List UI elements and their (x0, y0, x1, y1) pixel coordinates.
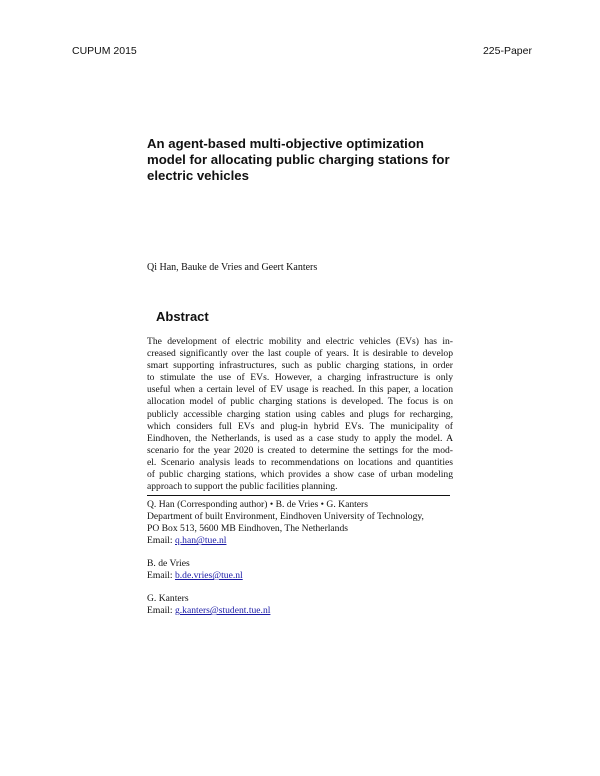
email-link-han[interactable]: q.han@tue.nl (174, 535, 227, 547)
abstract-line: publicly accessible charging station using cables and plugs for recharging, (147, 408, 453, 420)
abstract-line: to stimulate the use of EVs. However, a charging infrastructure is only (147, 372, 453, 384)
paper-title (147, 136, 467, 184)
abstract-line: of public charging stations, which provides a show case of urban modeling (147, 469, 453, 481)
affiliation-address: PO Box 513, 5600 MB Eindhoven, The Netherlands (147, 523, 349, 535)
title-line: An agent-based multi-objective optimization (147, 136, 424, 151)
abstract-line: Eindhoven, the Netherlands, is used as a case study to apply the model. A (147, 432, 453, 444)
email-label: Email: (147, 535, 173, 547)
author-list: Qi Han, Bauke de Vries and Geert Kanters (147, 262, 318, 273)
abstract-line: creased significantly over the last couple of years. It is desirable to develop (147, 348, 453, 360)
running-header-conference: CUPUM 2015 (72, 45, 137, 57)
affiliation-email-row (147, 570, 467, 582)
abstract-line: which considers full EVs and plug-in hybrid EVs. The municipality of (147, 420, 453, 432)
affiliation-email-row (147, 535, 467, 547)
abstract-line: el. Scenario analysis leads to recommendations on locations and quantities (147, 456, 453, 468)
title-line: model for allocating public charging stations for (147, 152, 450, 167)
abstract-heading: Abstract (156, 309, 209, 324)
affiliation-email-row (147, 605, 467, 617)
abstract-line: approach to support the public facilities planning. (147, 481, 338, 493)
abstract-line: useful when a certain level of EV usage is reached. In this paper, a location (147, 384, 453, 396)
abstract-body (147, 336, 453, 493)
email-label: Email: (147, 570, 173, 582)
running-header-paper-id: 225-Paper (482, 45, 532, 57)
email-link-kanters[interactable]: g.kanters@student.tue.nl (174, 605, 271, 617)
affiliation-name: B. de Vries (147, 558, 190, 569)
title-line: electric vehicles (147, 168, 249, 183)
affiliation-block-kanters (147, 593, 467, 617)
abstract-line: The development of electric mobility and electric vehicles (EVs) has in- (147, 336, 453, 347)
affiliation-block-de-vries (147, 558, 467, 582)
email-link-de-vries[interactable]: b.de.vries@tue.nl (174, 570, 243, 582)
affiliation-name: G. Kanters (147, 593, 189, 604)
abstract-line: allocation model of public charging stations is developed. The focus is on (147, 396, 453, 408)
abstract-line: scenario for the year 2020 is created to determine the settings for the mod- (147, 444, 453, 456)
affiliation-department: Department of built Environment, Eindhoven University of Technology, (147, 511, 424, 523)
abstract-line: smart supporting infrastructures, such as public charging stations, in order (147, 360, 453, 372)
affiliation-authors: Q. Han (Corresponding author) • B. de Vries • G. Kanters (147, 499, 368, 510)
email-label: Email: (147, 605, 173, 617)
affiliation-block-corresponding (147, 499, 467, 547)
footnote-divider (147, 495, 450, 496)
